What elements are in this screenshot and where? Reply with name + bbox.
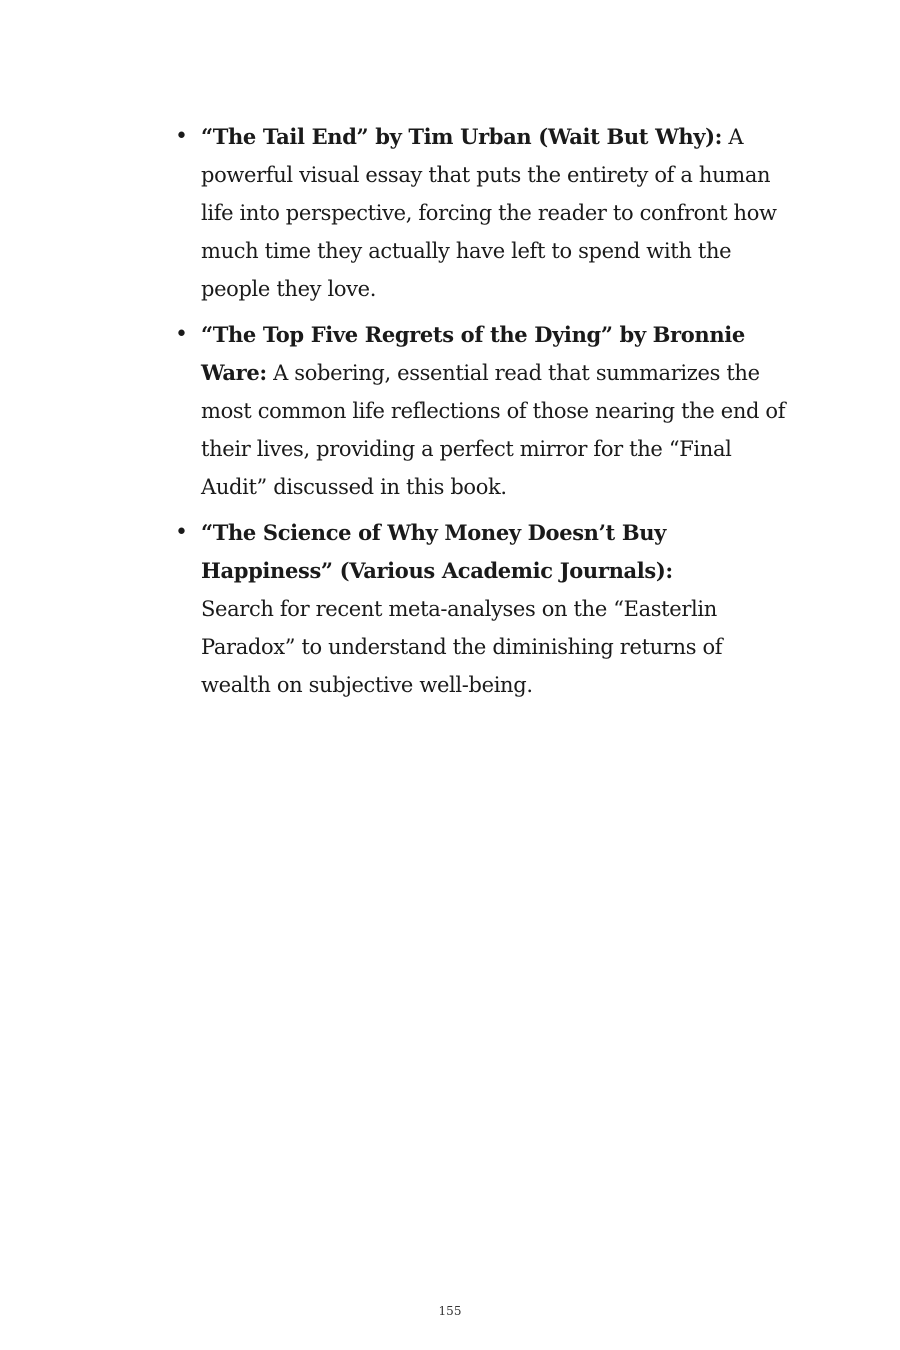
item-description: A sobering, essential read that summarizes the most common life reflections of those nearing the end of their lives, providing a perfect mirror for the “Final Audit” discussed in this book. bbox=[201, 361, 786, 499]
list-item bbox=[172, 118, 792, 308]
item-title: “The Top Five Regrets of the Dying” by Bronnie Ware: bbox=[201, 322, 745, 385]
reading-list bbox=[172, 118, 792, 704]
item-description: Search for recent meta-analyses on the “Easterlin Paradox” to understand the diminishing returns of wealth on subjective well-being. bbox=[201, 597, 723, 697]
bullet-icon: • bbox=[175, 124, 188, 149]
item-title: “The Science of Why Money Doesn’t Buy Happiness” (Various Academic Journals): bbox=[201, 520, 673, 583]
item-description: A powerful visual essay that puts the entirety of a human life into perspective, forcing the reader to confront how much time they actually have left to spend with the people they love. bbox=[201, 125, 777, 301]
list-item bbox=[172, 316, 792, 506]
bullet-icon: • bbox=[175, 322, 188, 347]
list-item bbox=[172, 514, 792, 704]
item-title: “The Tail End” by Tim Urban (Wait But Why): bbox=[201, 124, 723, 149]
page-content bbox=[172, 118, 792, 712]
page-number: 155 bbox=[438, 1304, 462, 1318]
bullet-icon: • bbox=[175, 520, 188, 545]
